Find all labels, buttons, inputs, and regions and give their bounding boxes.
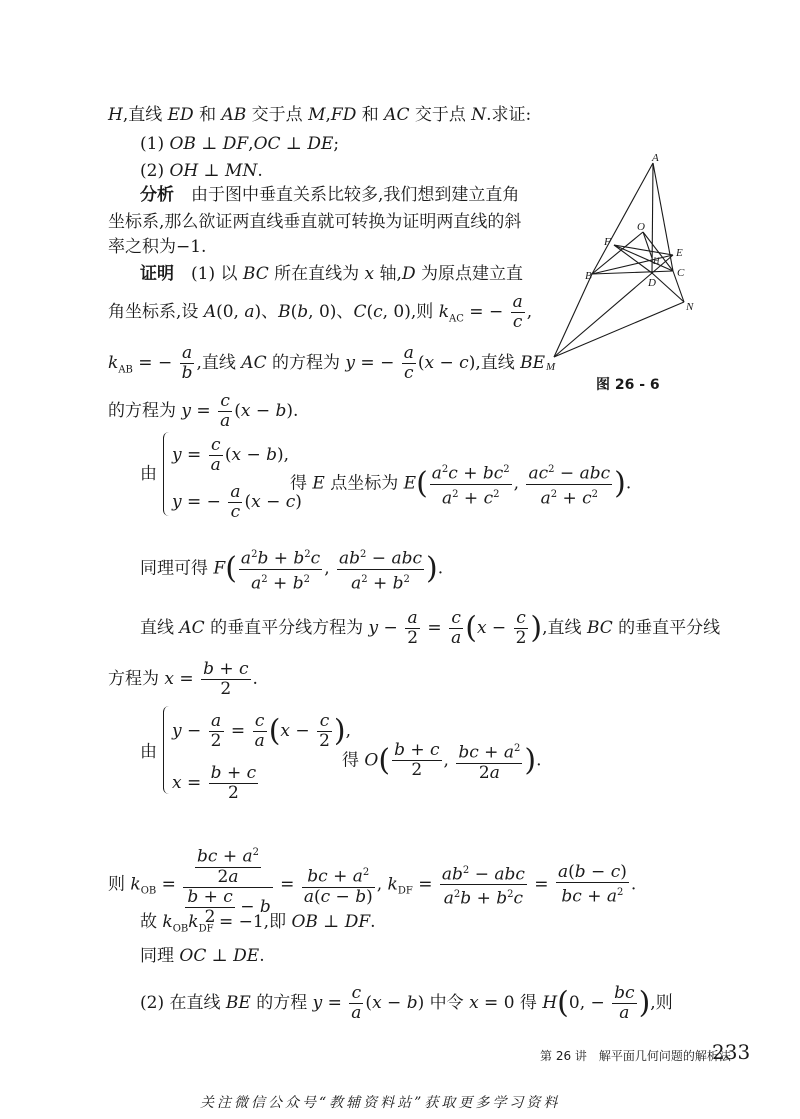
label-b: B: [585, 270, 592, 282]
segment-fe: [614, 245, 673, 255]
conclusion-1: 故 $k_{OB}k_{DF} = -1$,即 OB ⊥ DF.: [140, 912, 376, 935]
conclusion-2: 同理 OC ⊥ DE.: [140, 946, 265, 966]
perp-bisector-line: 直线 AC 的垂直平分线方程为 y − $\frac{a}{2}$ = $\frac{c}{a}$ (x − $\frac{c}{2}$ ),直线 BC 的垂直平分线: [140, 608, 721, 648]
label-f: F: [604, 236, 611, 248]
segment-ab: [592, 163, 653, 274]
system-2-brace: [163, 706, 171, 794]
proof-line-3: $k_{AB}$ = − $\frac{a}{b}$ ,直线 AC 的方程为 y = − $\frac{a}{c}$ (x − c),直线 BE: [108, 343, 546, 383]
segment-md: [554, 273, 652, 357]
perp-bisector-line-2: 方程为 x = $\frac{b + c}{2}$ .: [108, 659, 258, 699]
label-o: O: [637, 221, 645, 233]
proof-line-2: 角坐标系,设 A(0, a)、B(b, 0)、C(c, 0),则 $k_{AC}$ = − $\frac{a}{c}$ ,: [108, 292, 533, 332]
label-a: A: [652, 152, 659, 164]
label-m: M: [546, 361, 556, 373]
label-c: C: [677, 267, 685, 279]
segment-bm: [554, 274, 592, 357]
system-2-eq-1: y − $\frac{a}{2}$ = $\frac{c}{a}$ (x − $\frac{c}{2}$ ),: [172, 711, 352, 751]
segment-oh: [643, 232, 652, 258]
analysis-line-3: 率之积为−1.: [108, 237, 207, 257]
system-1-label: 由: [140, 464, 157, 484]
f-point-line: 同理可得 F( $\frac{a^2b + b^2c}{a^2 + b^2}$ , $\frac{ab^2 - abc}{a^2 + b^2}$ ).: [140, 545, 443, 593]
analysis-line-2: 坐标系,那么欲证两直线垂直就可转换为证明两直线的斜: [108, 212, 522, 232]
analysis-line-1: [140, 183, 519, 207]
problem-part-2: (2) OH ⊥ MN.: [140, 161, 263, 181]
system-1-eq-2: y = − $\frac{a}{c}$ (x − c): [172, 482, 302, 522]
label-d: D: [648, 277, 656, 289]
problem-line-1: H,直线 ED 和 AB 交于点 M,FD 和 AC 交于点 N.求证:: [108, 105, 532, 125]
label-n: N: [686, 301, 694, 313]
system-1-result: 得 E 点坐标为 E( $\frac{a^2c + bc^2}{a^2 + c^2}$ , $\frac{ac^2 - abc}{a^2 + c^2}$ ).: [290, 460, 631, 508]
watermark-text: 关注微信公众号“教辅资料站”获取更多学习资料: [200, 1095, 561, 1111]
proof-line-4: 的方程为 y = $\frac{c}{a}$ (x − b).: [108, 391, 299, 431]
part-2-line: (2) 在直线 BE 的方程 y = $\frac{c}{a}$ (x − b) 中令 x = 0 得 H(0, − $\frac{bc}{a}$ ),则: [140, 983, 673, 1023]
segment-mn: [554, 302, 684, 357]
geometry-figure: [540, 150, 720, 390]
proof-line-1: 证明 (1) 以 BC 所在直线为 x 轴,D 为原点建立直: [140, 264, 523, 284]
analysis-label: 分析: [140, 185, 174, 205]
analysis-text-1: 由于图中垂直关系比较多,我们想到建立直角: [191, 185, 520, 205]
system-2-label: 由: [140, 742, 157, 762]
system-1-brace: [163, 432, 171, 516]
figure-caption: 图 26 - 6: [596, 377, 660, 393]
section-title: 第 26 讲 解平面几何问题的解析法: [540, 1049, 731, 1063]
label-e: E: [676, 247, 683, 259]
proof-label: 证明: [140, 264, 174, 284]
page-number: 233: [712, 1040, 751, 1064]
system-2-result: 得 O( $\frac{b + c}{2}$ , $\frac{bc + a^2}{2a}$ ).: [342, 740, 542, 783]
system-2-eq-2: x = $\frac{b + c}{2}$: [172, 763, 257, 803]
system-1-eq-1: y = $\frac{c}{a}$ (x − b),: [172, 435, 290, 475]
label-h: H: [653, 256, 660, 266]
problem-part-1: (1) OB ⊥ DF,OC ⊥ DE;: [140, 134, 340, 154]
slopes-line: 则 $k_{OB}$ = $\frac{bc + a^2}{2a}$ $\frac{b + c}{2}$ − b = $\frac{bc + a^2}{a(c - b)}$ , $k_{DF}$ = $\frac{ab^2 - abc}{a^2b + b^2c}$ = $\frac{a(b - c)}{bc + a^2}$ .: [108, 843, 636, 927]
